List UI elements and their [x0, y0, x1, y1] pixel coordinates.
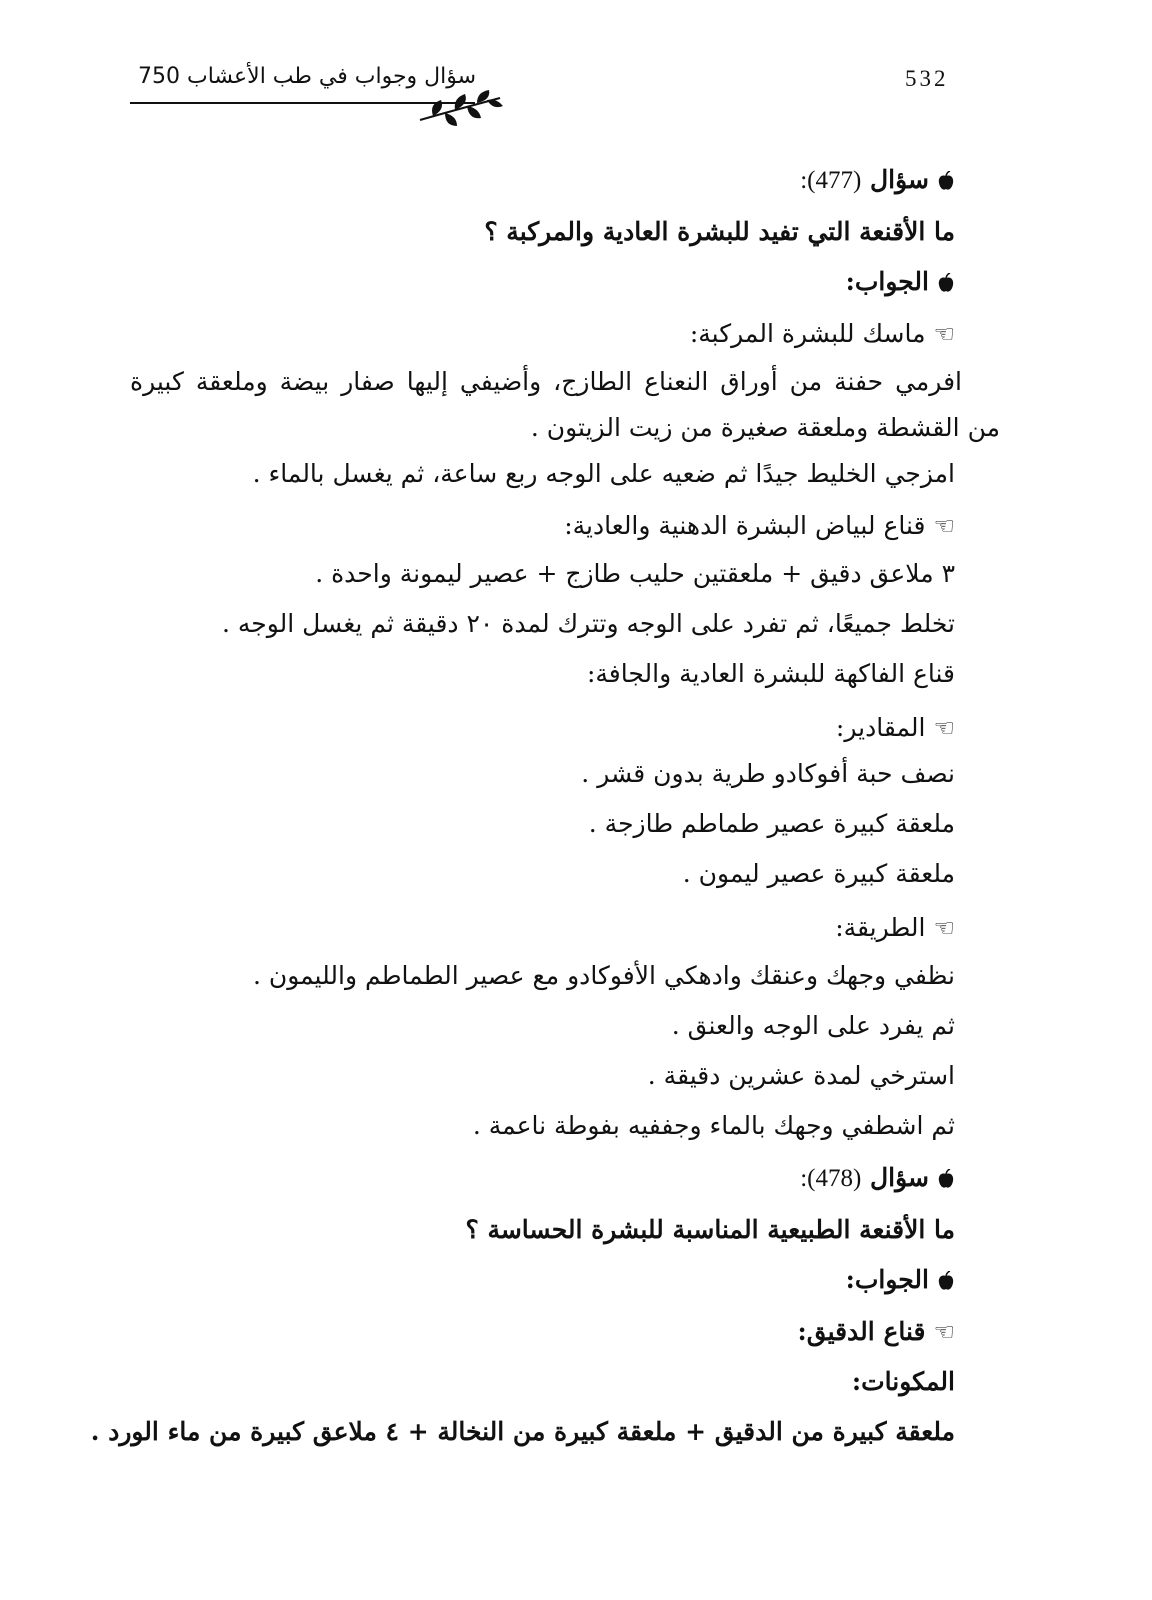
method-title: ☜الطريقة: [835, 913, 955, 942]
method-step-2: ثم يفرد على الوجه والعنق . [671, 1011, 955, 1040]
answer-heading [846, 266, 955, 298]
hand-pointer-icon: ☜ [933, 914, 955, 942]
mask-combined-title: ☜ماسك للبشرة المركبة: [689, 319, 955, 348]
ingredients-line: ملعقة كبيرة من الدقيق + ملعقة كبيرة من النخالة + ٤ ملاعق كبيرة من ماء الورد . [90, 1417, 955, 1446]
apple-icon [937, 1271, 955, 1291]
hand-pointer-icon: ☜ [933, 714, 955, 742]
mask-combined-line-1: افرمي حفنة من أوراق النعناع الطازج، وأضيفي إليها صفار بيضة وملعقة كبيرة [130, 367, 962, 396]
mask-combined-line-2: من القشطة وملعقة صغيرة من زيت الزيتون . [530, 413, 1000, 442]
mask-combined-line-3: امزجي الخليط جيدًا ثم ضعيه على الوجه ربع ساعة، ثم يغسل بالماء . [252, 459, 955, 488]
question-477-text: ما الأقنعة التي تفيد للبشرة العادية والمركبة ؟ [484, 217, 955, 246]
apple-icon [937, 273, 955, 293]
apple-icon [937, 171, 955, 191]
method-step-3: استرخي لمدة عشرين دقيقة . [647, 1061, 955, 1090]
question-number: (477): [800, 167, 862, 194]
question-number: (478): [800, 1165, 862, 1192]
question-478-text: ما الأقنعة الطبيعية المناسبة للبشرة الحساسة ؟ [465, 1215, 955, 1244]
quantity-2: ملعقة كبيرة عصير طماطم طازجة . [588, 809, 955, 838]
ingredients-title: المكونات: [851, 1367, 955, 1396]
question-478-heading [800, 1162, 955, 1195]
mask-oily-title: ☜قناع لبياض البشرة الدهنية والعادية: [564, 511, 955, 540]
page-number: 532 [905, 66, 949, 91]
running-header-title: 750 سؤال وجواب في طب الأعشاب [138, 64, 477, 89]
flour-mask-title: ☜قناع الدقيق: [797, 1317, 955, 1346]
answer-label: الجواب: [845, 267, 929, 296]
quantity-3: ملعقة كبيرة عصير ليمون . [682, 859, 955, 888]
hand-pointer-icon: ☜ [933, 512, 955, 540]
apple-icon [937, 1169, 955, 1189]
method-step-4: ثم اشطفي وجهك بالماء وجففيه بفوطة ناعمة . [472, 1111, 955, 1140]
quantities-title: ☜المقادير: [835, 713, 955, 742]
mask-oily-line-2: تخلط جميعًا، ثم تفرد على الوجه وتترك لمدة ٢٠ دقيقة ثم يغسل الوجه . [221, 609, 955, 638]
fruit-mask-title: قناع الفاكهة للبشرة العادية والجافة: [586, 659, 955, 688]
question-label: سؤال [870, 165, 929, 194]
leaf-ornament-icon [415, 90, 505, 130]
answer-heading-2 [846, 1264, 955, 1296]
method-step-1: نظفي وجهك وعنقك وادهكي الأفوكادو مع عصير الطماطم والليمون . [252, 961, 955, 990]
question-label: سؤال [870, 1163, 929, 1192]
answer-label: الجواب: [845, 1265, 929, 1294]
hand-pointer-icon: ☜ [933, 320, 955, 348]
quantity-1: نصف حبة أفوكادو طرية بدون قشر . [581, 759, 955, 788]
question-477-heading [800, 164, 955, 197]
mask-oily-line-1: ٣ ملاعق دقيق + ملعقتين حليب طازج + عصير ليمونة واحدة . [315, 559, 955, 588]
hand-pointer-icon: ☜ [933, 1318, 955, 1346]
